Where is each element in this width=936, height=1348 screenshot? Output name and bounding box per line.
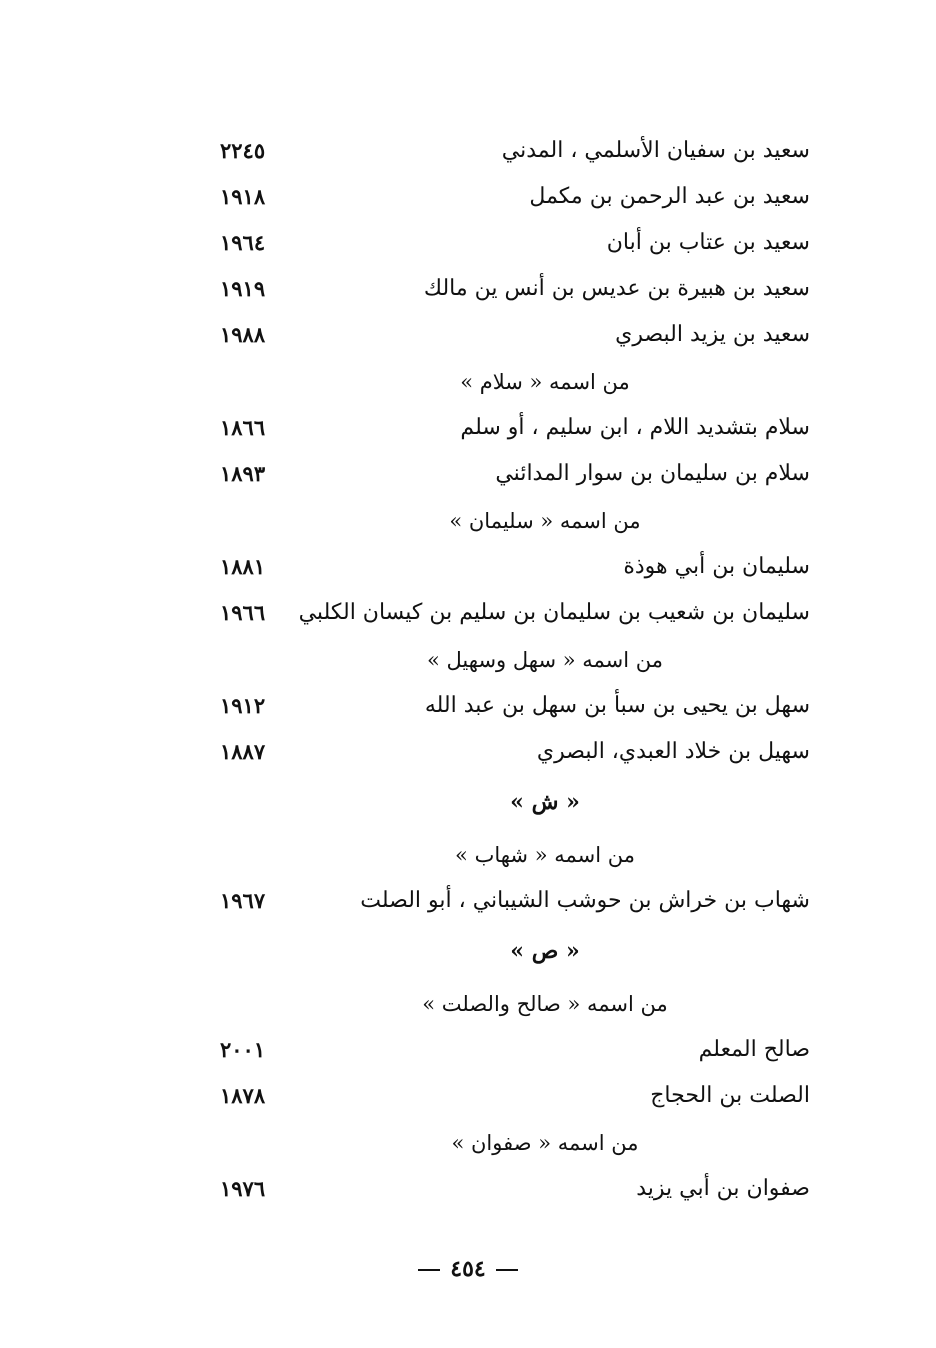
entry-name: صفوان بن أبي يزيد bbox=[636, 1176, 810, 1201]
entry-number: ٢٢٤٥ bbox=[220, 138, 266, 163]
entry-name: سليمان بن شعيب بن سليمان بن سليم بن كيسان الكلبي bbox=[298, 600, 810, 625]
entry-number: ١٩٦٧ bbox=[220, 888, 266, 913]
index-entry bbox=[220, 729, 810, 775]
index-entry bbox=[220, 1166, 810, 1212]
section-heading-text: من اسمه « صالح والصلت » bbox=[422, 992, 668, 1016]
entry-name: سعيد بن عبد الرحمن بن مكمل bbox=[529, 184, 810, 209]
entry-number: ١٩١٢ bbox=[220, 693, 266, 718]
entry-name: سهل بن يحيى بن سبأ بن سهل بن عبد الله bbox=[424, 693, 810, 718]
page-number: ٤٥٤ bbox=[450, 1256, 486, 1282]
section-heading bbox=[220, 831, 810, 878]
section-heading-text: من اسمه « سليمان » bbox=[449, 509, 641, 533]
index-list bbox=[220, 128, 810, 1212]
entry-name: سعيد بن هبيرة بن عديس بن أنس ين مالك bbox=[423, 276, 810, 301]
entry-name: سلام بن سليمان بن سوار المدائني bbox=[495, 461, 810, 486]
index-entry bbox=[220, 1027, 810, 1073]
index-entry bbox=[220, 220, 810, 266]
section-heading bbox=[220, 1119, 810, 1166]
entry-number: ١٩٧٦ bbox=[220, 1176, 266, 1201]
page-footer bbox=[0, 1256, 936, 1282]
letter-heading bbox=[220, 775, 810, 831]
entry-number: ١٩٦٦ bbox=[220, 600, 266, 625]
index-entry bbox=[220, 544, 810, 590]
entry-number: ١٩١٨ bbox=[220, 184, 266, 209]
entry-number: ١٩٦٤ bbox=[220, 230, 266, 255]
index-entry bbox=[220, 405, 810, 451]
index-entry bbox=[220, 266, 810, 312]
letter-heading-text: « ص » bbox=[510, 938, 580, 964]
letter-heading-text: « ش » bbox=[510, 789, 580, 815]
section-heading bbox=[220, 497, 810, 544]
entry-number: ١٨٨٧ bbox=[220, 739, 266, 764]
entry-name: سهيل بن خلاد العبدي، البصري bbox=[536, 739, 810, 764]
entry-name: صالح المعلم bbox=[698, 1037, 810, 1062]
entry-name: سليمان بن أبي هوذة bbox=[623, 554, 810, 579]
footer-dash bbox=[496, 1269, 518, 1271]
section-heading bbox=[220, 636, 810, 683]
entry-name: شهاب بن خراش بن حوشب الشيباني ، أبو الصلت bbox=[360, 888, 810, 913]
entry-name: سعيد بن عتاب بن أبان bbox=[606, 230, 810, 255]
section-heading-text: من اسمه « سهل وسهيل » bbox=[427, 648, 663, 672]
entry-number: ١٨٩٣ bbox=[220, 461, 266, 486]
entry-number: ١٨٧٨ bbox=[220, 1083, 266, 1108]
entry-number: ١٨٦٦ bbox=[220, 415, 266, 440]
entry-number: ٢٠٠١ bbox=[220, 1037, 266, 1062]
section-heading-text: من اسمه « سلام » bbox=[460, 370, 630, 394]
section-heading-text: من اسمه « شهاب » bbox=[455, 843, 635, 867]
entry-name: سلام بتشديد اللام ، ابن سليم ، أو سلم bbox=[460, 415, 810, 440]
section-heading bbox=[220, 980, 810, 1027]
index-entry bbox=[220, 451, 810, 497]
entry-number: ١٨٨١ bbox=[220, 554, 266, 579]
letter-heading bbox=[220, 924, 810, 980]
index-entry bbox=[220, 1073, 810, 1119]
entry-number: ١٩١٩ bbox=[220, 276, 266, 301]
entry-name: سعيد بن يزيد البصري bbox=[615, 322, 810, 347]
entry-number: ١٩٨٨ bbox=[220, 322, 266, 347]
footer-dash bbox=[418, 1269, 440, 1271]
index-entry bbox=[220, 878, 810, 924]
index-entry bbox=[220, 312, 810, 358]
index-entry bbox=[220, 128, 810, 174]
entry-name: الصلت بن الحجاج bbox=[650, 1083, 810, 1108]
section-heading bbox=[220, 358, 810, 405]
index-entry bbox=[220, 174, 810, 220]
index-entry bbox=[220, 590, 810, 636]
index-entry bbox=[220, 683, 810, 729]
entry-name: سعيد بن سفيان الأسلمي ، المدني bbox=[501, 138, 810, 163]
section-heading-text: من اسمه « صفوان » bbox=[451, 1131, 639, 1155]
